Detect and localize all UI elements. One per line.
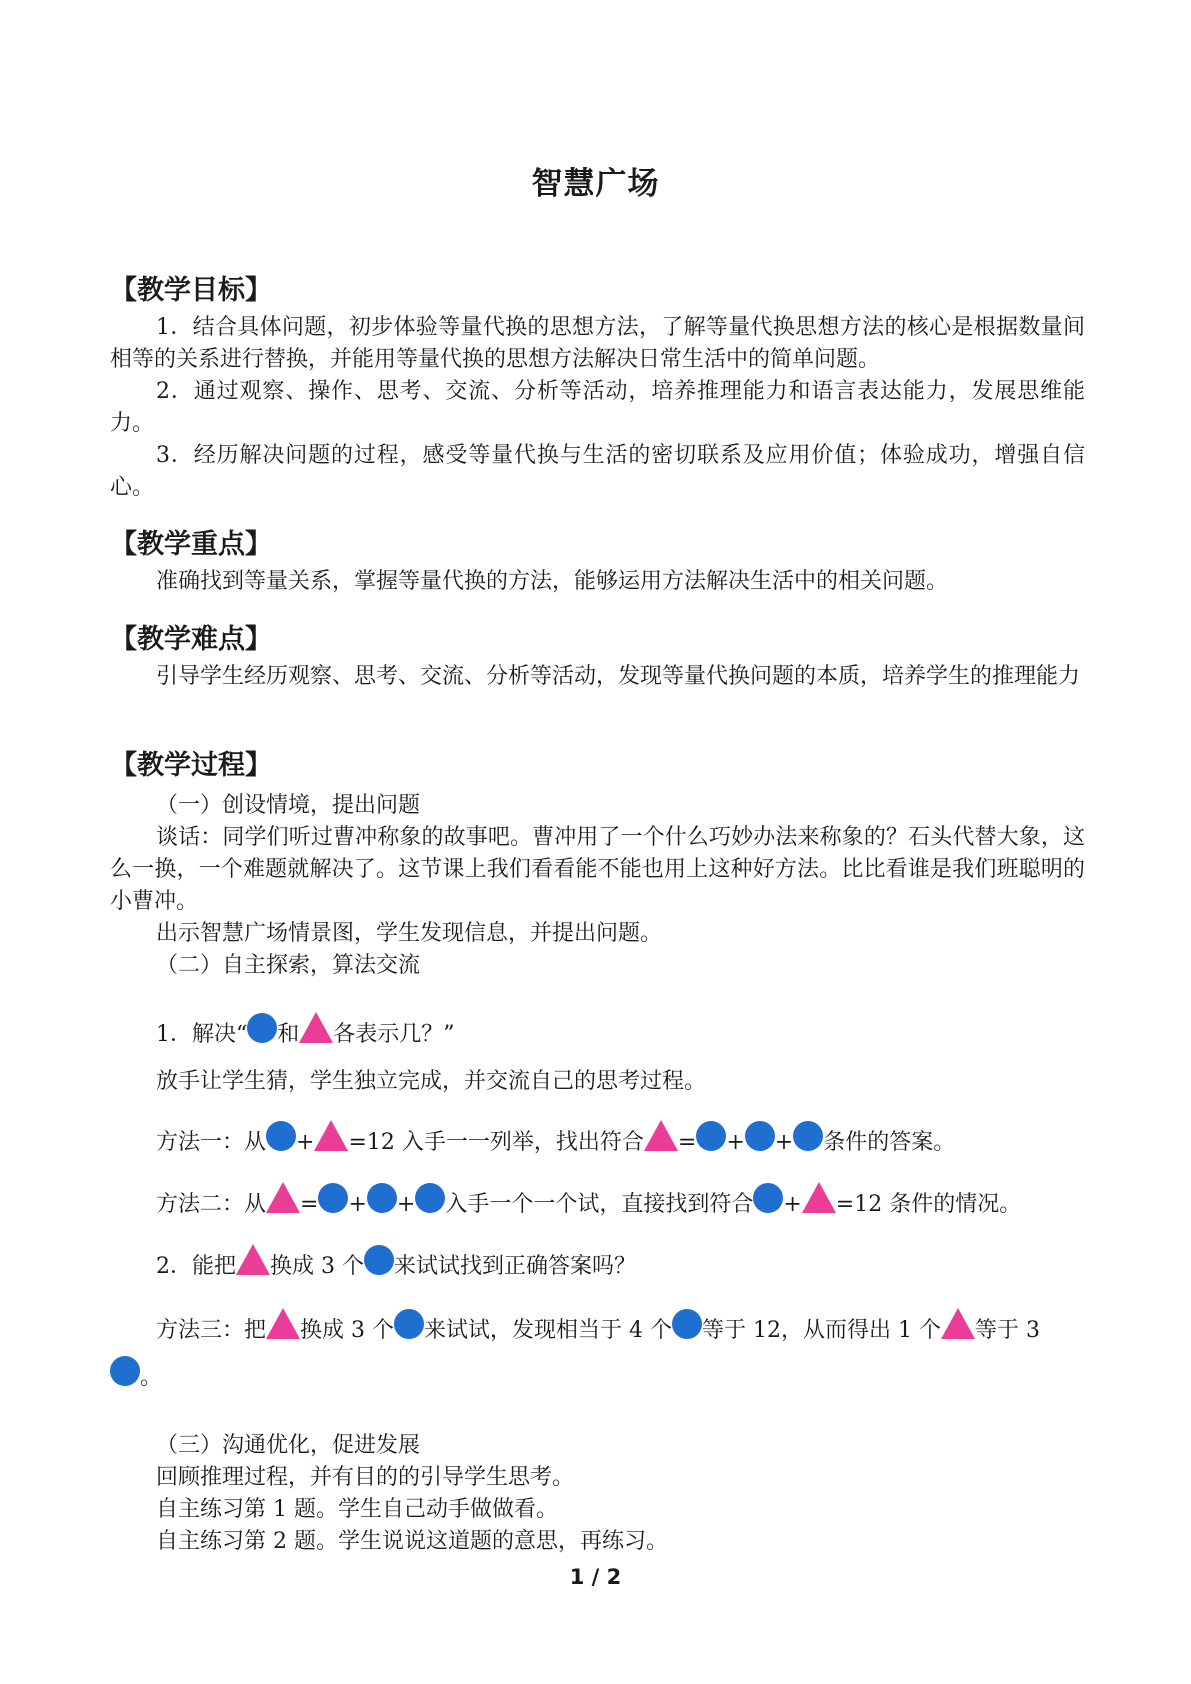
pink-triangle-icon (644, 1120, 678, 1151)
m1-text-a: 方法一：从 (156, 1130, 267, 1155)
q1-text-b: 和 (277, 1022, 300, 1047)
blue-circle-icon (696, 1121, 726, 1151)
m3-text-d: 等于 12，从而得出 1 个 (701, 1318, 941, 1343)
q1-guess: 放手让学生猜，学生独立完成，并交流自己的思考过程。 (156, 1069, 707, 1094)
part1-talk: 谈话：同学们听过曹冲称象的故事吧。曹冲用了一个什么巧妙办法来称象的？石头代替大象，这么一换，一个难题就解决了。这节课上我们看看能不能也用上这种好方法。比比看谁是我们班聪明的小曹冲。 (110, 825, 1085, 914)
blue-circle-icon (318, 1183, 348, 1213)
pink-triangle-icon (266, 1308, 300, 1339)
pink-triangle-icon (314, 1120, 348, 1151)
plus-sign: + (774, 1130, 794, 1155)
part3-line-1: 回顾推理过程，并有目的的引导学生思考。 (156, 1465, 575, 1490)
method-2 (156, 1182, 1021, 1221)
goal-item-3: 3．经历解决问题的过程，感受等量代换与生活的密切联系及应用价值；体验成功，增强自信心。 (110, 443, 1085, 500)
blue-circle-icon (793, 1121, 823, 1151)
q2-text-c: 来试试找到正确答案吗？ (393, 1254, 636, 1279)
m3-text-a: 方法三：把 (156, 1318, 267, 1343)
plus-sign: + (726, 1130, 745, 1155)
heading-goals: 【教学目标】 (110, 275, 272, 306)
equals-sign: = (677, 1130, 697, 1155)
blue-circle-icon (672, 1309, 702, 1339)
blue-circle-icon (110, 1356, 140, 1386)
equals-sign: = (300, 1192, 319, 1217)
part3-line-2: 自主练习第 1 题。学生自己动手做做看。 (156, 1497, 558, 1522)
key-text: 准确找到等量关系，掌握等量代换的方法，能够运用方法解决生活中的相关问题。 (156, 569, 949, 594)
pink-triangle-icon (266, 1182, 300, 1213)
page-number: 1 / 2 (569, 1565, 622, 1589)
part2-title: （二）自主探索，算法交流 (156, 953, 421, 978)
blue-circle-icon (266, 1121, 296, 1151)
q1-text-a: 1．解决“ (156, 1022, 248, 1047)
pink-triangle-icon (299, 1012, 333, 1043)
m3-end: 。 (140, 1365, 163, 1390)
plus-sign: + (783, 1192, 802, 1217)
q1-text-c: 各表示几？” (333, 1022, 455, 1047)
question-1 (156, 1012, 455, 1051)
q2-text-b: 换成 3 个 (270, 1254, 364, 1279)
heading-difficulty: 【教学难点】 (110, 624, 272, 655)
method-1 (156, 1120, 955, 1159)
part3-line-3: 自主练习第 2 题。学生说说这道题的意思，再练习。 (156, 1529, 668, 1554)
blue-circle-icon (394, 1309, 424, 1339)
m1-text-b: =12 入手一一列举，找出符合 (348, 1130, 644, 1155)
q2-text-a: 2．能把 (156, 1254, 236, 1279)
blue-circle-icon (247, 1013, 277, 1043)
blue-circle-icon (753, 1183, 783, 1213)
part3-title: （三）沟通优化，促进发展 (156, 1433, 421, 1458)
page-title: 智慧广场 (531, 166, 660, 202)
blue-circle-icon (367, 1183, 397, 1213)
heading-key: 【教学重点】 (110, 529, 272, 560)
pink-triangle-icon (802, 1182, 836, 1213)
method-3 (156, 1308, 1040, 1347)
pink-triangle-icon (941, 1308, 975, 1339)
goal-item-1: 1．结合具体问题，初步体验等量代换的思想方法，了解等量代换思想方法的核心是根据数量间相等的关系进行替换，并能用等量代换的思想方法解决日常生活中的简单问题。 (110, 315, 1085, 372)
question-2 (156, 1244, 636, 1283)
part1-show: 出示智慧广场情景图，学生发现信息，并提出问题。 (156, 921, 663, 946)
pink-triangle-icon (236, 1244, 270, 1275)
part1-title: （一）创设情境，提出问题 (156, 793, 421, 818)
m2-text-a: 方法二：从 (156, 1192, 267, 1217)
heading-process: 【教学过程】 (110, 750, 272, 781)
goal-item-2: 2．通过观察、操作、思考、交流、分析等活动，培养推理能力和语言表达能力，发展思维能力。 (110, 379, 1085, 436)
m3-text-b: 换成 3 个 (300, 1318, 394, 1343)
m1-text-c: 条件的答案。 (823, 1130, 956, 1155)
m2-text-b: 入手一个一个试，直接找到符合 (445, 1192, 754, 1217)
blue-circle-icon (364, 1245, 394, 1275)
method-3-cont (110, 1356, 162, 1394)
blue-circle-icon (745, 1121, 775, 1151)
blue-circle-icon (415, 1183, 445, 1213)
plus-sign: + (396, 1192, 416, 1217)
m3-text-e: 等于 3 (974, 1318, 1040, 1343)
plus-sign: + (348, 1192, 367, 1217)
m2-text-c: =12 条件的情况。 (835, 1192, 1022, 1217)
m3-text-c: 来试试，发现相当于 4 个 (424, 1318, 672, 1343)
difficulty-text: 引导学生经历观察、思考、交流、分析等活动，发现等量代换问题的本质，培养学生的推理能力 (156, 664, 1081, 689)
plus-sign: + (296, 1130, 315, 1155)
